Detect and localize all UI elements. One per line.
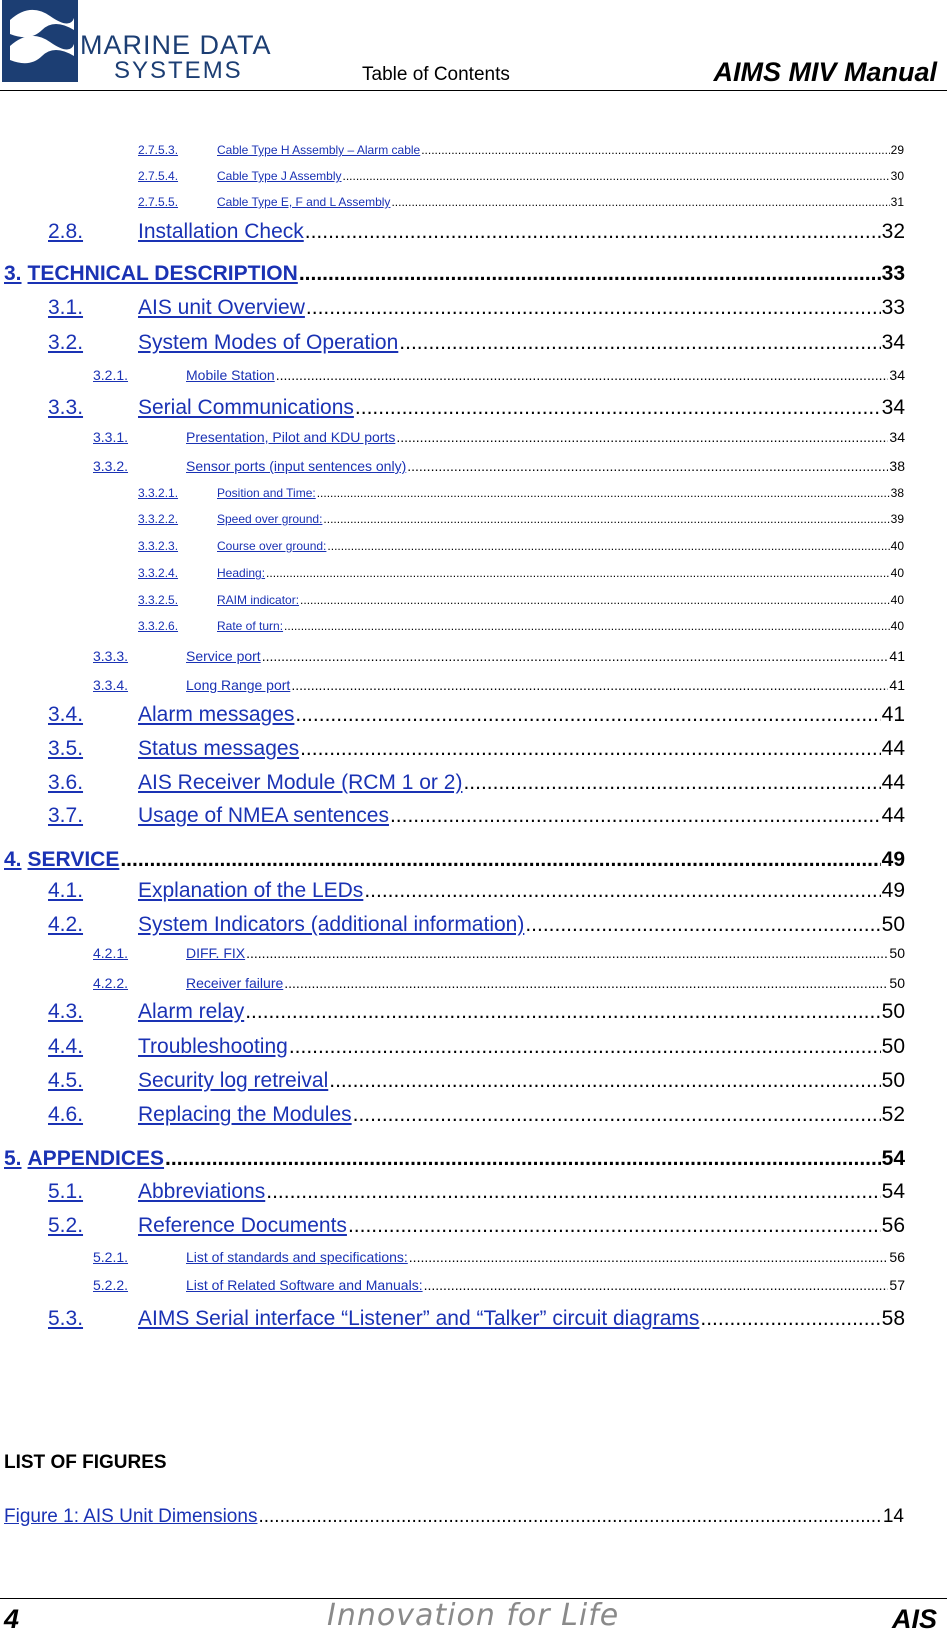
toc-entry-title-link[interactable]: Installation Check — [138, 220, 304, 243]
toc-entry-page-number: 56 — [889, 1249, 905, 1265]
toc-entry-number[interactable]: 4.1. — [48, 879, 84, 902]
toc-entry-level-4[interactable] — [138, 195, 904, 209]
toc-entry-page-number: 34 — [881, 331, 905, 354]
toc-entry-page-number: 33 — [881, 296, 905, 319]
toc-entry-number[interactable]: 3.3.2.1. — [138, 486, 179, 500]
toc-entry-page-number: 50 — [889, 945, 905, 961]
toc-entry-number[interactable]: 3.6. — [48, 771, 84, 794]
toc-entry-page-number: 39 — [890, 512, 904, 526]
page-header — [0, 0, 947, 90]
dot-leader — [343, 169, 890, 183]
dot-leader — [329, 1069, 880, 1093]
dot-leader — [421, 143, 889, 157]
toc-entry-level-3[interactable] — [93, 458, 905, 474]
toc-entry-page-number: 38 — [890, 486, 904, 500]
dot-leader — [463, 771, 880, 795]
toc-entry-page-number: 38 — [889, 458, 905, 474]
toc-entry-page-number: 44 — [881, 804, 905, 827]
toc-entry-page-number: 34 — [889, 429, 905, 445]
dot-leader — [300, 737, 881, 761]
toc-entry-level-2[interactable] — [48, 771, 905, 795]
toc-entry-level-4[interactable] — [138, 566, 904, 580]
toc-entry-level-4[interactable] — [138, 619, 904, 633]
toc-entry-number[interactable]: 3.7. — [48, 804, 84, 827]
toc-entry-number[interactable]: 2.8. — [48, 220, 84, 243]
toc-entry-title-link[interactable]: Status messages — [138, 737, 300, 760]
toc-entry-page-number: 49 — [881, 879, 905, 902]
toc-entry-title-link[interactable]: Serial Communications — [138, 396, 354, 419]
header-divider — [0, 90, 947, 91]
dot-leader — [348, 1214, 881, 1238]
toc-entry-page-number: 29 — [890, 143, 904, 157]
dot-leader — [284, 975, 888, 991]
wave-logo-icon — [2, 0, 82, 84]
toc-entry-title-link[interactable]: System Modes of Operation — [138, 331, 399, 354]
toc-entry-number[interactable]: 3.3.3. — [93, 648, 129, 664]
toc-entry-title-link[interactable]: Reference Documents — [138, 1214, 347, 1237]
dot-leader — [323, 512, 889, 526]
toc-entry-number[interactable]: 3.4. — [48, 703, 84, 726]
toc-entry-number[interactable]: 4.4. — [48, 1035, 84, 1058]
toc-entry-title-link[interactable]: Troubleshooting — [138, 1035, 288, 1058]
dot-leader — [300, 593, 890, 607]
logo-name-line1: MARINE DATA — [80, 30, 272, 60]
dot-leader — [120, 848, 880, 872]
dot-leader — [317, 486, 890, 500]
toc-entry-page-number: 40 — [890, 619, 904, 633]
toc-entry-number[interactable]: 3.2. — [48, 331, 84, 354]
dot-leader — [305, 220, 881, 244]
toc-entry-page-number: 44 — [881, 737, 905, 760]
toc-entry-page-number: 54 — [881, 1147, 905, 1170]
toc-entry-number[interactable]: 3.5. — [48, 737, 84, 760]
toc-entry-number[interactable]: 3. — [4, 262, 22, 285]
list-of-figures-heading: LIST OF FIGURES — [4, 1452, 167, 1473]
toc-entry-number[interactable]: 4.2.1. — [93, 945, 129, 961]
toc-entry-title-link[interactable]: Replacing the Modules — [138, 1103, 352, 1126]
toc-entry-level-2[interactable] — [48, 703, 905, 727]
toc-entry-page-number: 40 — [890, 593, 904, 607]
toc-entry-title-link[interactable]: AIMS Serial interface “Listener” and “Talker” circuit diagrams — [138, 1307, 700, 1330]
toc-entry-level-4[interactable] — [138, 539, 904, 553]
toc-entry-title-link[interactable]: Rate of turn: — [217, 619, 284, 633]
toc-entry-title-link[interactable]: Abbreviations — [138, 1180, 266, 1203]
toc-entry-page-number: 50 — [881, 913, 905, 936]
toc-entry-title-link[interactable]: Usage of NMEA sentences — [138, 804, 389, 827]
dot-leader — [525, 913, 880, 937]
toc-entry-number[interactable]: 3.3.4. — [93, 677, 129, 693]
toc-entry-number[interactable]: 3.3.2.2. — [138, 512, 179, 526]
toc-entry-level-1[interactable] — [4, 848, 905, 872]
toc-entry-title-link[interactable]: List of Related Software and Manuals: — [186, 1277, 423, 1293]
toc-entry-title-link[interactable]: Cable Type H Assembly – Alarm cable — [217, 143, 421, 157]
toc-entry-page-number: 41 — [889, 648, 905, 664]
toc-entry-number[interactable]: 5.2.1. — [93, 1249, 129, 1265]
dot-leader — [262, 648, 889, 664]
toc-entry-level-2[interactable] — [48, 1214, 905, 1238]
toc-entry-level-3[interactable] — [93, 1277, 905, 1293]
toc-entry-page-number: 57 — [889, 1277, 905, 1293]
dot-leader — [353, 1103, 881, 1127]
toc-entry-number[interactable]: 3.3.1. — [93, 429, 129, 445]
toc-entry-level-2[interactable] — [48, 1307, 905, 1331]
dot-leader — [266, 566, 890, 580]
toc-entry-level-2[interactable] — [48, 879, 905, 903]
toc-entry-level-2[interactable] — [48, 1180, 905, 1204]
toc-entry-level-4[interactable] — [138, 143, 904, 157]
dot-leader — [396, 429, 888, 445]
toc-entry-page-number: 40 — [890, 566, 904, 580]
toc-entry-level-2[interactable] — [48, 913, 905, 937]
toc-entry-title-link[interactable]: List of standards and specifications: — [186, 1249, 408, 1265]
dot-leader — [295, 703, 880, 727]
dot-leader — [327, 539, 889, 553]
footer-slogan: Innovation for Life — [327, 1598, 620, 1633]
toc-entry-page-number: 56 — [881, 1214, 905, 1237]
toc-entry-number[interactable]: 4.2.2. — [93, 975, 129, 991]
toc-entry-page-number: 44 — [881, 771, 905, 794]
dot-leader — [424, 1277, 889, 1293]
toc-entry-title-link[interactable]: Service port — [186, 648, 261, 664]
dot-leader — [409, 1249, 889, 1265]
toc-entry-title-link[interactable]: AIS unit Overview — [138, 296, 305, 319]
toc-entry-title-link[interactable]: Speed over ground: — [217, 512, 323, 526]
dot-leader — [258, 1506, 881, 1528]
toc-entry-page-number: 41 — [889, 677, 905, 693]
toc-entry-page-number: 50 — [881, 1069, 905, 1092]
toc-entry-level-2[interactable] — [48, 296, 905, 320]
toc-entry-page-number: 33 — [881, 262, 905, 285]
toc-entry-title-link[interactable]: System Indicators (additional information) — [138, 913, 525, 936]
toc-entry-page-number: 58 — [881, 1307, 905, 1330]
toc-entry-page-number: 54 — [881, 1180, 905, 1203]
footer-product-label: AIS — [891, 1604, 937, 1634]
footer-page-number: 4 — [4, 1604, 20, 1634]
dot-leader — [355, 396, 881, 420]
toc-entry-title-link[interactable]: Cable Type E, F and L Assembly — [217, 195, 391, 209]
toc-entry-level-2[interactable] — [48, 1035, 905, 1059]
toc-entry-page-number: 50 — [881, 1035, 905, 1058]
toc-entry-number[interactable]: 5.3. — [48, 1307, 84, 1330]
toc-entry-number[interactable]: 3.3. — [48, 396, 84, 419]
dot-leader — [266, 1180, 880, 1204]
toc-entry-number[interactable]: 4.3. — [48, 1000, 84, 1023]
toc-entry-level-3[interactable] — [93, 975, 905, 991]
toc-entry-number[interactable]: 4.5. — [48, 1069, 84, 1092]
toc-entry-title-link[interactable]: Long Range port — [186, 677, 291, 693]
toc-entry-level-2[interactable] — [48, 737, 905, 761]
dot-leader — [390, 804, 881, 828]
toc-entry-level-3[interactable] — [93, 677, 905, 693]
toc-entry-level-4[interactable] — [138, 486, 904, 500]
dot-leader — [291, 677, 888, 693]
toc-entry-number[interactable]: 3.1. — [48, 296, 84, 319]
toc-entry-level-1[interactable] — [4, 262, 905, 286]
toc-entry-title-link[interactable]: Explanation of the LEDs — [138, 879, 364, 902]
toc-entry-number[interactable]: 3.3.2.4. — [138, 566, 179, 580]
toc-entry-page-number: 40 — [890, 539, 904, 553]
toc-entry-title-link[interactable]: Position and Time: — [217, 486, 316, 500]
toc-entry-page-number: 41 — [881, 703, 905, 726]
toc-entry-number[interactable]: 4.2. — [48, 913, 84, 936]
dot-leader — [299, 262, 881, 286]
dot-leader — [306, 296, 881, 320]
toc-entry-title-link[interactable]: Alarm relay — [138, 1000, 245, 1023]
toc-entry-title-link[interactable]: TECHNICAL DESCRIPTION — [27, 262, 298, 285]
toc-entry-number[interactable]: 2.7.5.5. — [138, 195, 179, 209]
toc-entry-number[interactable]: 4. — [4, 848, 22, 871]
toc-entry-number[interactable]: 5.2.2. — [93, 1277, 129, 1293]
dot-leader — [245, 1000, 880, 1024]
toc-entry-page-number: 50 — [889, 975, 905, 991]
dot-leader — [165, 1147, 881, 1171]
toc-entry-page-number: 30 — [890, 169, 904, 183]
dot-leader — [246, 945, 888, 961]
toc-entry-page-number: 34 — [881, 396, 905, 419]
toc-entry-level-2[interactable] — [48, 1069, 905, 1093]
header-section-title: Table of Contents — [362, 64, 510, 85]
toc-entry-title-link[interactable]: SERVICE — [27, 848, 120, 871]
dot-leader — [391, 195, 889, 209]
toc-entry-number[interactable]: 3.3.2.3. — [138, 539, 179, 553]
dot-leader — [364, 879, 880, 903]
toc-entry-level-3[interactable] — [93, 367, 905, 383]
toc-entry-page-number: 31 — [890, 195, 904, 209]
toc-entry-number[interactable]: 3.3.2.5. — [138, 593, 179, 607]
toc-entry-level-1[interactable] — [4, 1147, 905, 1171]
toc-entry-number[interactable]: 3.2.1. — [93, 367, 129, 383]
toc-entry-number[interactable]: 2.7.5.3. — [138, 143, 179, 157]
dot-leader — [276, 367, 889, 383]
figure-entry[interactable] — [4, 1506, 904, 1528]
toc-entry-title-link[interactable]: RAIM indicator: — [217, 593, 300, 607]
figure-title-link[interactable]: Figure 1: AIS Unit Dimensions — [4, 1506, 258, 1527]
company-logo — [2, 0, 292, 84]
toc-entry-page-number: 34 — [889, 367, 905, 383]
toc-entry-title-link[interactable]: DIFF. FIX — [186, 945, 246, 961]
header-manual-title: AIMS MIV Manual — [713, 57, 937, 87]
toc-entry-title-link[interactable]: Sensor ports (input sentences only) — [186, 458, 407, 474]
toc-entry-page-number: 52 — [881, 1103, 905, 1126]
toc-entry-level-3[interactable] — [93, 648, 905, 664]
figure-page-number: 14 — [882, 1506, 904, 1527]
toc-entry-title-link[interactable]: Mobile Station — [186, 367, 275, 383]
toc-entry-level-3[interactable] — [93, 945, 905, 961]
toc-entry-title-link[interactable]: Presentation, Pilot and KDU ports — [186, 429, 396, 445]
toc-entry-page-number: 49 — [881, 848, 905, 871]
toc-entry-level-2[interactable] — [48, 804, 905, 828]
toc-entry-number[interactable]: 5. — [4, 1147, 22, 1170]
toc-entry-title-link[interactable]: AIS Receiver Module (RCM 1 or 2) — [138, 771, 463, 794]
toc-entry-level-2[interactable] — [48, 396, 905, 420]
dot-leader — [700, 1307, 880, 1331]
toc-entry-title-link[interactable]: Alarm messages — [138, 703, 295, 726]
toc-entry-level-4[interactable] — [138, 169, 904, 183]
toc-entry-title-link[interactable]: Cable Type J Assembly — [217, 169, 342, 183]
toc-entry-number[interactable]: 5.1. — [48, 1180, 84, 1203]
toc-entry-level-2[interactable] — [48, 220, 905, 244]
logo-name-line2: SYSTEMS — [114, 57, 243, 84]
toc-entry-level-3[interactable] — [93, 1249, 905, 1265]
dot-leader — [399, 331, 880, 355]
dot-leader — [407, 458, 888, 474]
toc-entry-level-4[interactable] — [138, 593, 904, 607]
toc-entry-number[interactable]: 2.7.5.4. — [138, 169, 179, 183]
toc-entry-number[interactable]: 5.2. — [48, 1214, 84, 1237]
toc-entry-number[interactable]: 3.3.2. — [93, 458, 129, 474]
toc-entry-page-number: 50 — [881, 1000, 905, 1023]
toc-entry-number[interactable]: 4.6. — [48, 1103, 84, 1126]
toc-entry-title-link[interactable]: Course over ground: — [217, 539, 327, 553]
dot-leader — [289, 1035, 881, 1059]
toc-entry-level-2[interactable] — [48, 331, 905, 355]
toc-entry-title-link[interactable]: Heading: — [217, 566, 266, 580]
toc-entry-level-2[interactable] — [48, 1103, 905, 1127]
toc-entry-level-3[interactable] — [93, 429, 905, 445]
toc-entry-title-link[interactable]: Receiver failure — [186, 975, 284, 991]
toc-entry-title-link[interactable]: Security log retreival — [138, 1069, 329, 1092]
dot-leader — [284, 619, 890, 633]
toc-entry-title-link[interactable]: APPENDICES — [27, 1147, 165, 1170]
toc-entry-level-4[interactable] — [138, 512, 904, 526]
toc-entry-number[interactable]: 3.3.2.6. — [138, 619, 179, 633]
toc-entry-level-2[interactable] — [48, 1000, 905, 1024]
toc-entry-page-number: 32 — [881, 220, 905, 243]
